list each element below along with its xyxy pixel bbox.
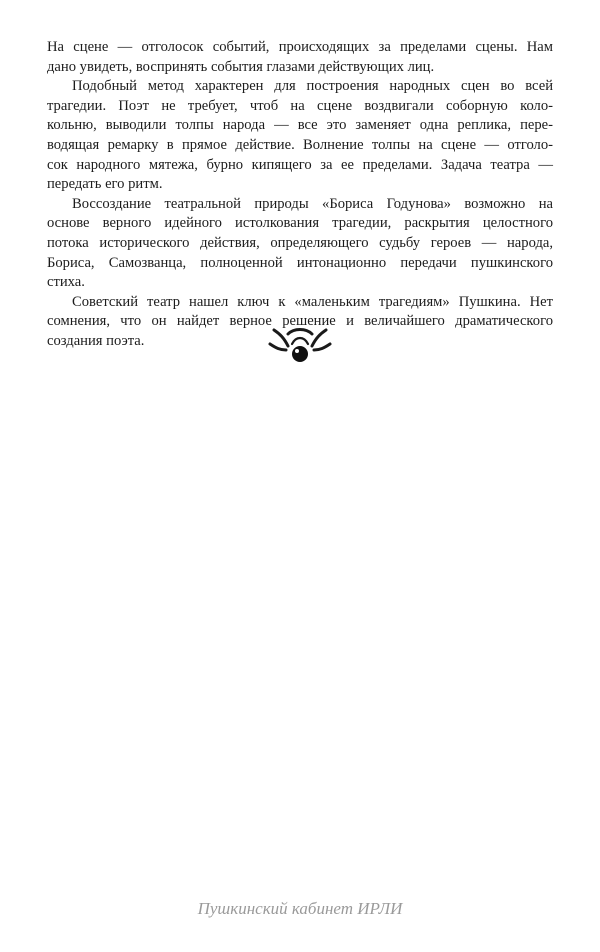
text-line: Подобный метод характерен для построения народных сцен во всей [72, 78, 553, 95]
text-line: создания поэта. [47, 332, 145, 349]
text-line: основе верного идейного истолкования трагедии, раскрытия целостного [47, 215, 553, 232]
text-line: сок народного мятежа, бурно кипящего за ее пределами. Задача театра — [47, 156, 553, 173]
text-line: Воссоздание театральной природы «Бориса Годунова» возможно на [72, 195, 553, 212]
text-line: передать его ритм. [47, 176, 163, 193]
watermark: Пушкинский кабинет ИРЛИ [197, 899, 403, 918]
text-line: сомнения, что он найдет верное решение и величайшего драматического [47, 313, 553, 330]
text-line: потока исторического действия, определяющего судьбу героев — народа, [47, 234, 553, 251]
text-line: водящая ремарку в прямое действие. Волнение толпы на сцене — отголо- [47, 136, 553, 153]
text-line: стиха. [47, 274, 85, 291]
text-line: На сцене — отголосок событий, происходящих за пределами сцены. Нам [47, 39, 553, 55]
body-text [47, 38, 553, 352]
text-line: Советский театр нашел ключ к «маленьким трагедиям» Пушкина. Нет [72, 293, 553, 310]
text-line: Бориса, Самозванца, полноценной интонационно передачи пушкинского [47, 254, 553, 271]
eye-ornament-icon [268, 322, 332, 368]
text-line: трагедии. Поэт не требует, чтоб на сцене воздвигали соборную коло- [47, 97, 553, 114]
text-line: кольню, выводили толпы народа — все это заменяет одна реплика, пере- [47, 117, 553, 134]
text-line: дано увидеть, воспринять события глазами действующих лиц. [47, 58, 435, 75]
